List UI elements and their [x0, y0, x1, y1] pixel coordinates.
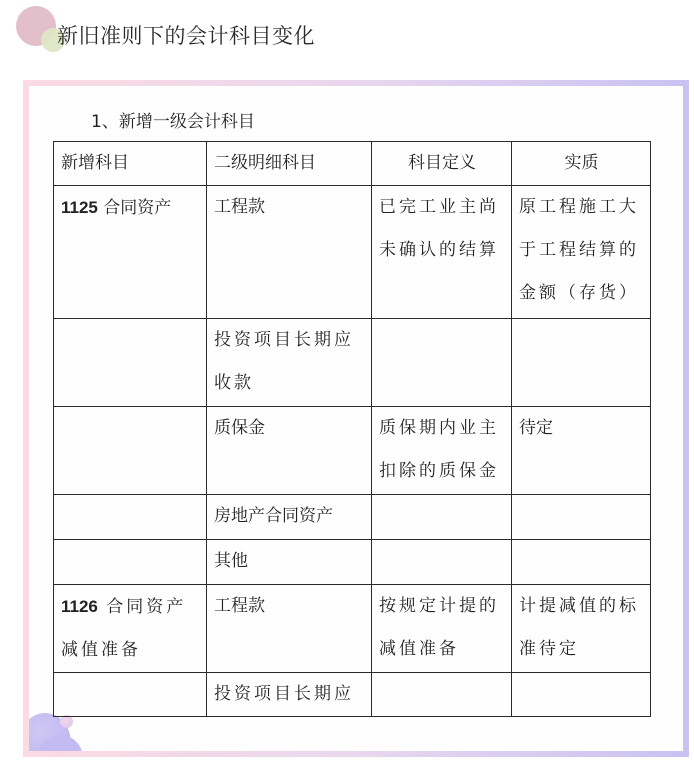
cell-essence: 待定 — [512, 407, 651, 495]
header-detail-subject: 二级明细科目 — [207, 142, 372, 186]
cell-new-subject — [54, 673, 207, 717]
table-row — [54, 407, 651, 495]
cell-definition: 质保期内业主扣除的质保金 — [372, 407, 512, 495]
subject-code: 1126 — [61, 597, 98, 616]
table-row — [54, 673, 651, 717]
cell-definition: 已完工业主尚未确认的结算 — [372, 186, 512, 319]
cell-definition: 按规定计提的减值准备 — [372, 585, 512, 673]
cell-definition — [372, 319, 512, 407]
cell-essence — [512, 540, 651, 585]
cell-new-subject — [54, 495, 207, 540]
cell-detail: 质保金 — [207, 407, 372, 495]
cell-new-subject — [54, 540, 207, 585]
cell-detail: 投资项目长期应收款 — [207, 319, 372, 407]
cell-new-subject — [54, 186, 207, 319]
table-row — [54, 495, 651, 540]
cell-essence: 原工程施工大于工程结算的金额（存货） — [512, 186, 651, 319]
cell-detail: 房地产合同资产 — [207, 495, 372, 540]
cell-detail: 其他 — [207, 540, 372, 585]
cell-detail: 工程款 — [207, 585, 372, 673]
table-row — [54, 540, 651, 585]
header-definition: 科目定义 — [372, 142, 512, 186]
cell-definition — [372, 540, 512, 585]
header-essence: 实质 — [512, 142, 651, 186]
cell-new-subject — [54, 585, 207, 673]
page-title: 新旧准则下的会计科目变化 — [57, 24, 315, 48]
table-row — [54, 186, 651, 319]
table-row — [54, 319, 651, 407]
accounting-subjects-table — [53, 141, 651, 717]
header-new-subject: 新增科目 — [54, 142, 207, 186]
cell-essence — [512, 319, 651, 407]
table-row — [54, 585, 651, 673]
subject-code: 1125 — [61, 198, 98, 217]
cell-detail: 工程款 — [207, 186, 372, 319]
cell-new-subject — [54, 319, 207, 407]
cell-new-subject — [54, 407, 207, 495]
cell-definition — [372, 673, 512, 717]
section-heading: 1、新增一级会计科目 — [91, 112, 255, 132]
subject-name: 合同资产减值准备 — [61, 597, 187, 660]
cell-essence — [512, 495, 651, 540]
cell-essence — [512, 673, 651, 717]
table-header-row — [54, 142, 651, 186]
subject-name: 合同资产 — [103, 198, 172, 218]
cell-definition — [372, 495, 512, 540]
cell-essence: 计提减值的标准待定 — [512, 585, 651, 673]
cell-detail: 投资项目长期应 — [207, 673, 372, 717]
